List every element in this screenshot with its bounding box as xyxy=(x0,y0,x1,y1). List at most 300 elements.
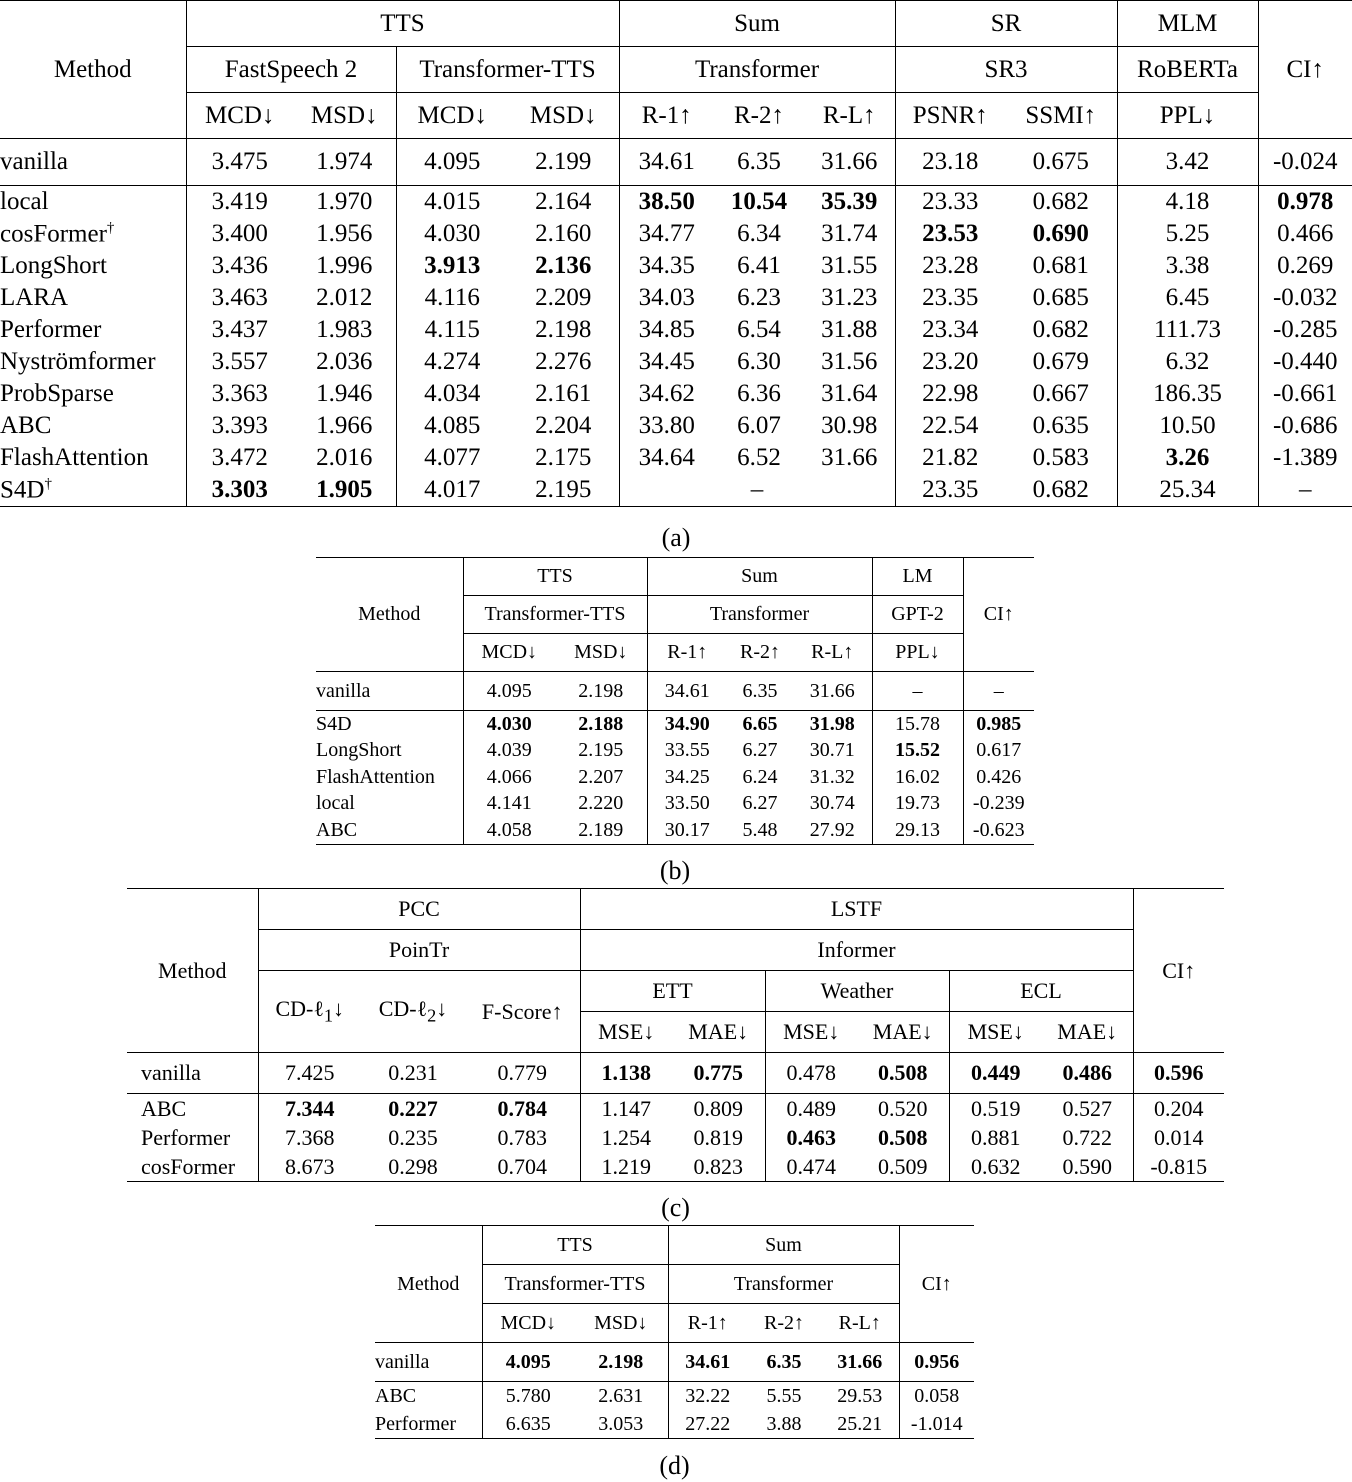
caption-a: (a) xyxy=(661,523,691,552)
table-cell: 10.54 xyxy=(714,186,804,219)
table-cell: – xyxy=(1258,474,1352,507)
table-cell: 0.466 xyxy=(1277,220,1334,247)
model-header: Transformer-TTS xyxy=(482,1265,668,1304)
dataset-header: ETT xyxy=(580,971,765,1012)
group-header-sum: Sum xyxy=(619,1,895,47)
table-cell: 23.35 xyxy=(922,284,979,311)
table-cell: 6.35 xyxy=(747,1343,821,1382)
table-cell: 4.085 xyxy=(424,412,481,439)
table-cell: 0.235 xyxy=(388,1124,438,1150)
table-cell: 0.590 xyxy=(1042,1152,1133,1182)
ci-header: CI↑ xyxy=(899,1226,974,1343)
table-cell: 0.508 xyxy=(857,1123,949,1152)
table-cell: 3.38 xyxy=(1117,250,1258,282)
table-cell: 6.36 xyxy=(737,380,781,407)
group-header-tts: TTS xyxy=(482,1226,668,1265)
table-cell: -0.661 xyxy=(1272,380,1338,407)
table-cell: 0.486 xyxy=(1042,1053,1133,1094)
table-cell: 4.030 xyxy=(424,220,481,247)
table-cell: 2.012 xyxy=(293,282,396,314)
table-cell: 10.50 xyxy=(1117,410,1258,442)
table-cell: 23.34 xyxy=(922,316,979,343)
model-header: Transformer-TTS xyxy=(396,47,619,93)
method-header: Method xyxy=(375,1226,482,1343)
group-header-tts: TTS xyxy=(186,1,619,47)
table-cell: -0.024 xyxy=(1258,139,1352,186)
table-cell: 33.50 xyxy=(664,792,710,815)
table-cell: 1.219 xyxy=(580,1152,672,1182)
table-cell: 3.303 xyxy=(186,474,293,507)
metric-header: F-Score↑ xyxy=(465,971,580,1053)
table-cell: 21.82 xyxy=(922,444,979,471)
metric-header: MAE↓ xyxy=(857,1012,949,1053)
caption-d: (d) xyxy=(659,1451,690,1480)
table-cell: -0.815 xyxy=(1133,1152,1224,1182)
table-cell: 15.78 xyxy=(872,711,963,738)
group-header-sum: Sum xyxy=(647,558,872,596)
table-row xyxy=(0,474,1352,507)
table-cell: 34.03 xyxy=(638,284,695,311)
table-cell: 34.90 xyxy=(647,711,727,738)
metric-header: MSE↓ xyxy=(580,1012,672,1053)
table-row xyxy=(316,764,1034,791)
table-cell: 0.520 xyxy=(857,1094,949,1124)
table-cell: 0.596 xyxy=(1133,1053,1224,1094)
table-cell: 7.344 xyxy=(258,1094,361,1124)
table-cell: 6.30 xyxy=(737,348,781,375)
row-label: ABC xyxy=(0,410,186,442)
table-cell: 0.509 xyxy=(857,1152,949,1182)
table-cell: 2.631 xyxy=(574,1382,668,1411)
table-cell: 3.393 xyxy=(211,412,268,439)
row-label: ABC xyxy=(127,1094,258,1124)
metric-header: R-2↑ xyxy=(714,93,804,139)
metric-header: MSD↓ xyxy=(293,93,396,139)
table-cell: 6.41 xyxy=(737,252,781,279)
table-cell: 3.913 xyxy=(424,252,481,279)
table-cell: 0.635 xyxy=(1005,410,1117,442)
table-cell: 34.77 xyxy=(638,220,695,247)
table-row xyxy=(0,186,1352,219)
table-cell: 4.077 xyxy=(424,444,481,471)
table-row xyxy=(0,442,1352,474)
metric-header: MSD↓ xyxy=(574,1304,668,1343)
table-cell: 1.254 xyxy=(601,1124,651,1150)
table-cell: 2.198 xyxy=(555,672,647,711)
table-cell: -0.285 xyxy=(1272,316,1338,343)
table-cell: – xyxy=(872,672,963,711)
table-cell: 23.28 xyxy=(922,252,979,279)
table-cell: 3.436 xyxy=(211,252,268,279)
table-cell: 1.905 xyxy=(293,474,396,507)
ci-header: CI↑ xyxy=(1258,1,1352,139)
table-cell: 0.632 xyxy=(949,1152,1042,1182)
table-cell: -0.623 xyxy=(963,817,1034,844)
table-cell: 1.996 xyxy=(293,250,396,282)
table-cell: 22.54 xyxy=(922,412,979,439)
metric-header: MSD↓ xyxy=(508,93,619,139)
table-cell: 2.036 xyxy=(293,346,396,378)
model-header: FastSpeech 2 xyxy=(186,47,396,93)
table-cell: 5.48 xyxy=(727,817,793,844)
row-label: vanilla xyxy=(0,139,186,186)
table-row xyxy=(127,1152,1224,1182)
table-cell: 27.22 xyxy=(668,1410,747,1439)
table-cell: 4.030 xyxy=(463,711,555,738)
table-c-body xyxy=(127,1094,1224,1182)
table-cell: 0.682 xyxy=(1005,474,1117,507)
row-label: S4D† xyxy=(0,474,186,507)
model-header: Transformer xyxy=(619,47,895,93)
method-header: Method xyxy=(316,558,463,672)
table-cell: 6.35 xyxy=(714,139,804,186)
row-label: vanilla xyxy=(316,672,463,711)
table-cell: 1.956 xyxy=(293,218,396,250)
table-cell: 0.704 xyxy=(465,1152,580,1182)
table-cell: -0.239 xyxy=(972,792,1025,815)
table-cell: 16.02 xyxy=(872,764,963,791)
table-cell: 3.557 xyxy=(211,348,268,375)
table-cell: 35.39 xyxy=(804,186,895,219)
table-cell: 2.016 xyxy=(293,442,396,474)
table-cell: 0.956 xyxy=(899,1343,974,1382)
model-header: RoBERTa xyxy=(1117,47,1258,93)
table-cell: 34.25 xyxy=(664,765,710,788)
table-cell: 0.227 xyxy=(361,1094,465,1124)
table-cell: 4.058 xyxy=(463,817,555,844)
row-label: vanilla xyxy=(375,1343,482,1382)
table-cell: 4.095 xyxy=(482,1343,574,1382)
table-cell: 0.690 xyxy=(1005,218,1117,250)
row-label: ABC xyxy=(375,1382,482,1411)
table-cell: 0.519 xyxy=(949,1094,1042,1124)
table-cell: 33.80 xyxy=(638,412,695,439)
table-c xyxy=(127,888,1224,1182)
table-cell: 25.34 xyxy=(1117,474,1258,507)
table-cell: 5.55 xyxy=(747,1382,821,1411)
table-cell: 0.617 xyxy=(976,739,1022,762)
table-cell: 6.34 xyxy=(737,220,781,247)
table-cell: 4.141 xyxy=(486,792,532,815)
row-label: LARA xyxy=(0,282,186,314)
table-cell: 0.881 xyxy=(971,1124,1021,1150)
table-cell: 1.970 xyxy=(293,186,396,219)
metric-header: R-2↑ xyxy=(727,634,793,672)
table-cell: 0.426 xyxy=(976,765,1022,788)
table-cell: 0.682 xyxy=(1005,186,1117,219)
table-cell: 3.472 xyxy=(211,444,268,471)
table-cell: 6.65 xyxy=(727,711,793,738)
table-cell: 0.508 xyxy=(857,1053,949,1094)
table-cell: 0.779 xyxy=(465,1053,580,1094)
table-cell: 3.363 xyxy=(211,380,268,407)
table-cell: 0.682 xyxy=(1005,314,1117,346)
table-row xyxy=(127,1123,1224,1152)
table-cell: 8.673 xyxy=(258,1152,361,1182)
table-cell: 4.017 xyxy=(396,474,508,507)
table-cell: 34.85 xyxy=(638,316,695,343)
table-cell: 6.32 xyxy=(1117,346,1258,378)
row-label: ABC xyxy=(316,817,463,844)
table-b xyxy=(316,557,1034,845)
table-cell: 23.33 xyxy=(895,186,1005,219)
metric-header: MSD↓ xyxy=(555,634,647,672)
table-cell: 4.039 xyxy=(486,739,532,762)
table-cell: 2.188 xyxy=(555,711,647,738)
table-cell: 27.92 xyxy=(793,817,872,844)
row-label: vanilla xyxy=(127,1053,258,1094)
table-cell: 4.015 xyxy=(396,186,508,219)
table-cell: 23.18 xyxy=(895,139,1005,186)
table-cell: – xyxy=(619,474,895,507)
table-row xyxy=(316,738,1034,765)
group-header-pcc: PCC xyxy=(258,889,580,930)
table-cell: 0.978 xyxy=(1258,186,1352,219)
metric-header: R-L↑ xyxy=(804,93,895,139)
table-cell: 0.681 xyxy=(1005,250,1117,282)
table-cell: 31.56 xyxy=(804,346,895,378)
table-cell: 0.985 xyxy=(963,711,1034,738)
table-cell: 34.61 xyxy=(647,672,727,711)
table-row xyxy=(0,410,1352,442)
caption-c: (c) xyxy=(661,1193,690,1222)
table-cell: 3.419 xyxy=(186,186,293,219)
method-header: Method xyxy=(127,889,258,1053)
table-cell: 3.475 xyxy=(186,139,293,186)
table-cell: 4.095 xyxy=(463,672,555,711)
row-label: cosFormer xyxy=(127,1152,258,1182)
table-row xyxy=(0,378,1352,410)
table-a xyxy=(0,0,1352,507)
group-header-tts: TTS xyxy=(463,558,647,596)
table-cell: 1.147 xyxy=(580,1094,672,1124)
table-cell: 0.463 xyxy=(786,1124,836,1150)
table-cell: 2.161 xyxy=(508,378,619,410)
table-cell: 6.07 xyxy=(737,412,781,439)
table-row xyxy=(375,1410,974,1439)
table-cell: 0.527 xyxy=(1042,1094,1133,1124)
table-cell: 2.209 xyxy=(508,282,619,314)
table-cell: 2.195 xyxy=(555,738,647,765)
table-cell: 31.32 xyxy=(793,764,872,791)
table-cell: -1.389 xyxy=(1272,444,1338,471)
table-cell: 0.775 xyxy=(672,1053,765,1094)
table-cell: 34.64 xyxy=(638,444,695,471)
table-a-body xyxy=(0,186,1352,475)
table-cell: 4.115 xyxy=(424,316,480,343)
table-cell: 2.198 xyxy=(574,1343,668,1382)
table-cell: 6.635 xyxy=(482,1410,574,1439)
table-cell: 2.175 xyxy=(508,442,619,474)
metric-header: MCD↓ xyxy=(396,93,508,139)
metric-header: R-1↑ xyxy=(647,634,727,672)
row-label: S4D xyxy=(316,711,463,738)
metric-header: PSNR↑ xyxy=(895,93,1005,139)
table-cell: 5.780 xyxy=(482,1382,574,1411)
table-cell: 0.014 xyxy=(1154,1124,1204,1150)
table-cell: 0.478 xyxy=(765,1053,857,1094)
table-cell: -0.686 xyxy=(1272,412,1338,439)
table-row xyxy=(127,1094,1224,1124)
table-cell: 2.195 xyxy=(508,474,619,507)
metric-header: MCD↓ xyxy=(186,93,293,139)
group-header-lm: LM xyxy=(872,558,963,596)
method-header: Method xyxy=(0,1,186,139)
table-cell: 7.368 xyxy=(285,1124,335,1150)
table-row xyxy=(0,314,1352,346)
ci-header: CI↑ xyxy=(963,558,1034,672)
table-cell: 1.138 xyxy=(580,1053,672,1094)
row-label: local xyxy=(316,791,463,818)
table-cell: 6.35 xyxy=(727,672,793,711)
metric-header: R-2↑ xyxy=(747,1304,821,1343)
table-cell: 34.62 xyxy=(638,380,695,407)
table-cell: 4.18 xyxy=(1117,186,1258,219)
table-cell: 30.17 xyxy=(647,817,727,844)
metric-header: MSE↓ xyxy=(949,1012,1042,1053)
table-cell: 31.74 xyxy=(804,218,895,250)
table-cell: 3.463 xyxy=(211,284,268,311)
table-row xyxy=(0,250,1352,282)
table-cell: 2.199 xyxy=(508,139,619,186)
table-cell: 0.489 xyxy=(765,1094,857,1124)
table-cell: 0.449 xyxy=(949,1053,1042,1094)
table-cell: 0.667 xyxy=(1005,378,1117,410)
table-cell: -1.014 xyxy=(899,1410,974,1439)
row-label: LongShort xyxy=(316,738,463,765)
table-cell: 31.66 xyxy=(804,442,895,474)
table-cell: 31.66 xyxy=(804,139,895,186)
table-row xyxy=(316,711,1034,738)
metric-header: CD-ℓ$_1$↓ xyxy=(258,971,361,1053)
row-label: FlashAttention xyxy=(0,442,186,474)
table-cell: 38.50 xyxy=(619,186,714,219)
model-header: Transformer xyxy=(647,596,872,634)
table-row xyxy=(316,791,1034,818)
table-cell: 29.53 xyxy=(821,1382,899,1411)
row-label: Performer xyxy=(127,1123,258,1152)
model-header: SR3 xyxy=(895,47,1117,93)
table-cell: 2.164 xyxy=(508,186,619,219)
table-cell: 6.45 xyxy=(1117,282,1258,314)
table-row xyxy=(375,1382,974,1411)
row-label: Nyströmformer xyxy=(0,346,186,378)
ci-header: CI↑ xyxy=(1133,889,1224,1053)
table-cell: 29.13 xyxy=(872,817,963,844)
group-header-lstf: LSTF xyxy=(580,889,1133,930)
table-cell: 2.136 xyxy=(508,250,619,282)
table-cell: 3.26 xyxy=(1117,442,1258,474)
table-cell: 31.66 xyxy=(821,1343,899,1382)
group-header-sum: Sum xyxy=(668,1226,899,1265)
table-cell: 3.400 xyxy=(211,220,268,247)
row-label: cosFormer† xyxy=(0,218,186,250)
table-cell: 6.27 xyxy=(742,739,778,762)
table-cell: – xyxy=(963,672,1034,711)
table-row xyxy=(316,817,1034,844)
table-cell: 4.274 xyxy=(424,348,481,375)
row-label: ProbSparse xyxy=(0,378,186,410)
table-cell: 0.783 xyxy=(465,1123,580,1152)
table-cell: 1.946 xyxy=(293,378,396,410)
table-cell: 0.231 xyxy=(361,1053,465,1094)
table-cell: 0.679 xyxy=(1005,346,1117,378)
table-cell: 1.974 xyxy=(293,139,396,186)
metric-header: MSE↓ xyxy=(765,1012,857,1053)
table-cell: 6.23 xyxy=(737,284,781,311)
table-d xyxy=(375,1225,974,1439)
metric-header: MAE↓ xyxy=(672,1012,765,1053)
metric-header: CD-ℓ$_2$↓ xyxy=(361,971,465,1053)
group-header-mlm: MLM xyxy=(1117,1,1258,47)
table-cell: 0.784 xyxy=(465,1094,580,1124)
table-cell: 30.98 xyxy=(804,410,895,442)
table-cell: 23.35 xyxy=(895,474,1005,507)
table-cell: 2.160 xyxy=(508,218,619,250)
table-cell: 6.24 xyxy=(742,765,778,788)
model-header: Informer xyxy=(580,930,1133,971)
table-cell: 3.88 xyxy=(747,1410,821,1439)
table-cell: 1.966 xyxy=(293,410,396,442)
table-cell: 31.88 xyxy=(804,314,895,346)
metric-header: MCD↓ xyxy=(482,1304,574,1343)
table-b-body xyxy=(316,711,1034,845)
table-cell: 6.27 xyxy=(742,792,778,815)
table-cell: 5.25 xyxy=(1117,218,1258,250)
dataset-header: ECL xyxy=(949,971,1133,1012)
model-header: PoinTr xyxy=(258,930,580,971)
metric-header: PPL↓ xyxy=(872,634,963,672)
table-cell: 23.20 xyxy=(922,348,979,375)
table-cell: 0.809 xyxy=(672,1094,765,1124)
table-cell: 23.53 xyxy=(922,220,979,247)
table-cell: 0.823 xyxy=(672,1152,765,1182)
table-row xyxy=(0,218,1352,250)
table-cell: 32.22 xyxy=(668,1382,747,1411)
table-cell: 4.116 xyxy=(424,284,480,311)
table-cell: 4.095 xyxy=(396,139,508,186)
table-cell: 2.204 xyxy=(508,410,619,442)
table-cell: 34.45 xyxy=(638,348,695,375)
table-cell: 2.198 xyxy=(508,314,619,346)
table-cell: 15.52 xyxy=(872,738,963,765)
table-cell: 34.61 xyxy=(619,139,714,186)
table-cell: 111.73 xyxy=(1117,314,1258,346)
table-cell: 0.819 xyxy=(672,1123,765,1152)
table-cell: 0.722 xyxy=(1042,1123,1133,1152)
table-cell: 0.204 xyxy=(1133,1094,1224,1124)
table-cell: 7.425 xyxy=(258,1053,361,1094)
row-label: local xyxy=(0,186,186,219)
metric-header: R-1↑ xyxy=(619,93,714,139)
model-header: Transformer-TTS xyxy=(463,596,647,634)
table-cell: 0.474 xyxy=(765,1152,857,1182)
table-row xyxy=(0,346,1352,378)
table-cell: 6.54 xyxy=(737,316,781,343)
table-cell: 33.55 xyxy=(664,739,710,762)
table-cell: 0.675 xyxy=(1005,139,1117,186)
row-label: FlashAttention xyxy=(316,764,463,791)
table-cell: 30.71 xyxy=(793,738,872,765)
table-row xyxy=(0,282,1352,314)
table-cell: 0.583 xyxy=(1005,442,1117,474)
table-cell: 0.269 xyxy=(1277,252,1334,279)
table-cell: 30.74 xyxy=(793,791,872,818)
table-cell: 0.685 xyxy=(1005,282,1117,314)
table-cell: 2.207 xyxy=(555,764,647,791)
metric-header: PPL↓ xyxy=(1117,93,1258,139)
table-cell: 34.35 xyxy=(638,252,695,279)
